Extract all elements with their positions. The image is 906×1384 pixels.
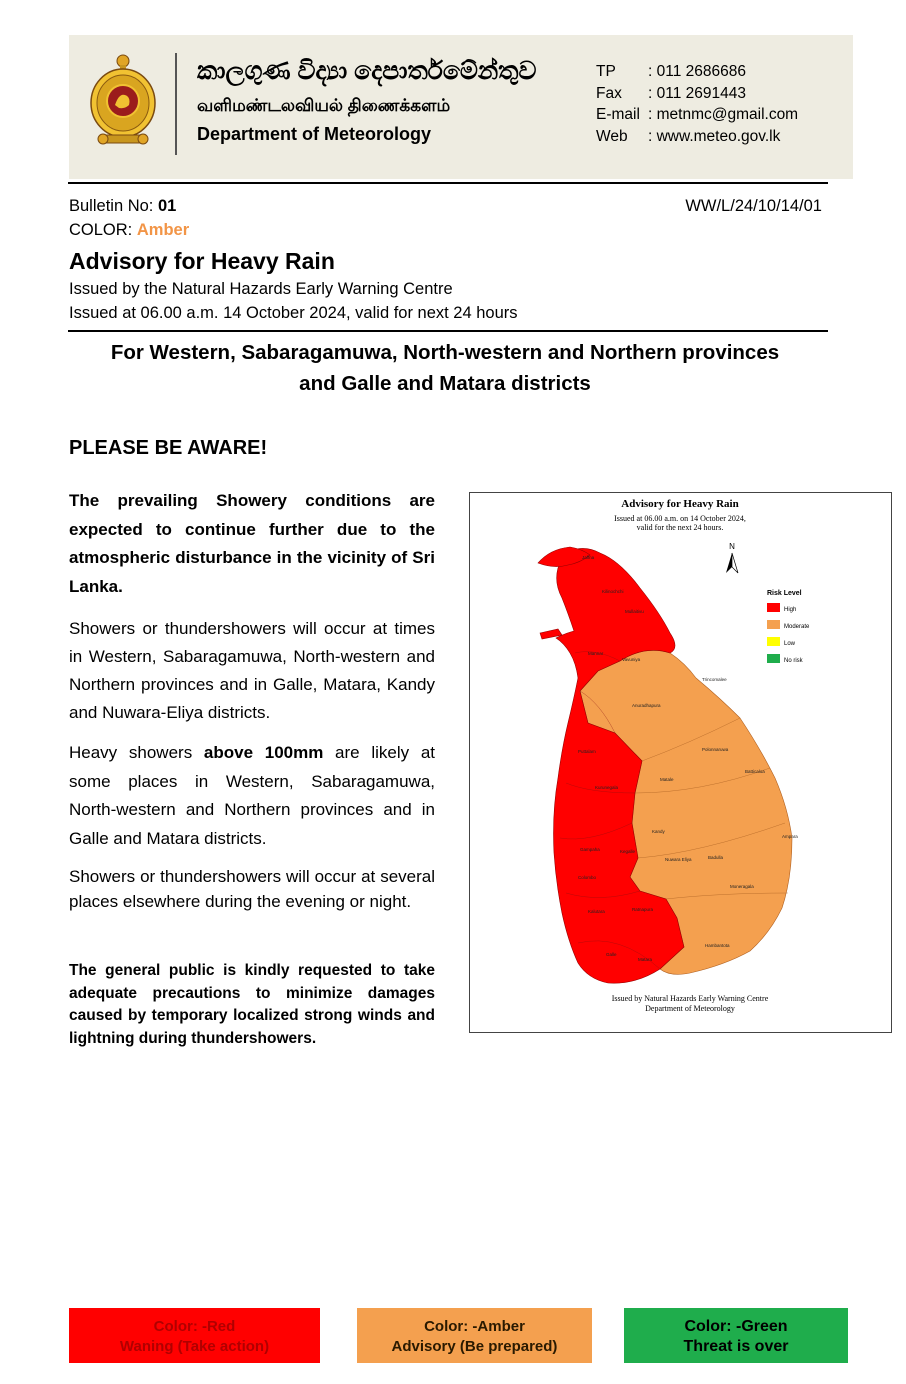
paragraph-conditions: The prevailing Showery conditions are expected to continue further due to the atmospheric disturbance in the vicinity of Sri Lanka. xyxy=(69,491,435,596)
org-name-english: Department of Meteorology xyxy=(197,124,432,144)
contact-label: Web xyxy=(596,127,628,145)
legend-swatch xyxy=(767,654,780,663)
map-title: Advisory for Heavy Rain xyxy=(621,498,739,510)
legend-swatch xyxy=(767,637,780,646)
paragraph-heavy-showers xyxy=(69,739,435,853)
district-label: Kurunegala xyxy=(595,785,619,790)
legend-label: Moderate xyxy=(784,624,810,630)
district-label: Hambantota xyxy=(705,943,730,948)
north-label: N xyxy=(729,542,735,551)
district-label: Batticaloa xyxy=(745,769,765,774)
divider-mid xyxy=(68,330,828,332)
contact-value: : 011 2691443 xyxy=(648,84,746,102)
issued-by: Issued by the Natural Hazards Early Warning Centre xyxy=(69,280,453,298)
affected-areas-heading xyxy=(69,337,821,399)
district-label: Kandy xyxy=(652,829,665,834)
color-key-amber xyxy=(357,1308,592,1363)
district-label: Trincomalee xyxy=(702,677,727,682)
district-label: Polonnaruwa xyxy=(702,747,729,752)
color-key-green-desc: Threat is over xyxy=(683,1338,789,1355)
heavy-showers-amount: above 100mm xyxy=(203,743,324,762)
district-label: Jaffna xyxy=(582,555,595,560)
paragraph-precautions: The general public is kindly requested to take adequate precautions to minimize damages caused by temporary localized strong winds and lightning during thundershowers. xyxy=(69,962,435,1047)
advisory-title: Advisory for Heavy Rain xyxy=(69,248,335,274)
contact-label: Fax xyxy=(596,84,622,102)
paragraph-showers: Showers or thundershowers will occur at times in Western, Sabaragamuwa, North-western and Northern provinces and in Galle, Matara, Kandy and Nuwara-Eliya districts. xyxy=(69,619,435,722)
bulletin-reference: WW/L/24/10/14/01 xyxy=(685,197,822,215)
district-label: Ampara xyxy=(782,834,798,839)
color-label: COLOR: xyxy=(69,221,137,239)
district-label: Colombo xyxy=(578,875,597,880)
color-key-red-title: Color: -Red xyxy=(153,1318,236,1335)
bulletin-number-label: Bulletin No: xyxy=(69,197,158,215)
district-label: Kegalle xyxy=(620,849,636,854)
contact-tp xyxy=(596,61,798,83)
legend-label: High xyxy=(784,607,797,613)
map-subtitle-2: valid for the next 24 hours. xyxy=(636,523,724,532)
north-arrow-icon xyxy=(726,542,738,573)
heavy-showers-text-b: are likely at some places in Western, Sabaragamuwa, North-western and Northern provinces and in Galle and Matara districts. xyxy=(69,743,435,848)
contact-value[interactable]: : www.meteo.gov.lk xyxy=(648,127,781,145)
bulletin-number xyxy=(69,197,176,216)
map-subtitle-1: Issued at 06.00 a.m. on 14 October 2024, xyxy=(614,514,746,523)
risk-map xyxy=(469,492,892,1033)
contact-block xyxy=(596,61,798,147)
bulletin-number-value: 01 xyxy=(157,197,177,215)
contact-value: : 011 2686686 xyxy=(648,63,746,80)
district-label: Vavuniya xyxy=(622,657,641,662)
district-label: Moneragala xyxy=(730,884,754,889)
heavy-showers-text-a: Heavy showers xyxy=(69,743,204,762)
legend-swatch xyxy=(767,620,780,629)
district-label: Kalutara xyxy=(588,909,605,914)
color-key-amber-desc: Advisory (Be prepared) xyxy=(391,1338,558,1355)
map-legend xyxy=(767,603,810,664)
legend-title: Risk Level xyxy=(767,590,802,597)
legend-swatch xyxy=(767,603,780,612)
district-label: Gampaha xyxy=(580,847,600,852)
header-divider xyxy=(175,53,177,155)
issued-at: Issued at 06.00 a.m. 14 October 2024, valid for next 24 hours xyxy=(69,304,518,322)
contact-label: TP xyxy=(596,63,616,80)
contact-fax xyxy=(596,83,798,105)
map-footer-1: Issued by Natural Hazards Early Warning Centre xyxy=(611,994,769,1003)
district-label: Anuradhapura xyxy=(632,703,661,708)
contact-label: E-mail xyxy=(596,106,640,123)
divider-top xyxy=(68,182,828,184)
paragraph-evening: Showers or thundershowers will occur at several places elsewhere during the evening or night. xyxy=(69,867,435,911)
affected-areas-line1: For Western, Sabaragamuwa, North-western and Northern provinces xyxy=(110,341,780,364)
district-label: Matara xyxy=(638,957,653,962)
district-label: Ratnapura xyxy=(632,907,654,912)
district-label: Kilinochchi xyxy=(602,589,624,594)
color-key-red xyxy=(69,1308,320,1363)
sri-lanka-emblem-icon xyxy=(89,53,157,151)
org-name-sinhala: කාලගුණ විද්‍යා දෙපාර්තමේන්තුව xyxy=(197,57,537,85)
contact-web xyxy=(596,126,798,148)
color-key-amber-title: Color: -Amber xyxy=(424,1318,525,1335)
affected-areas-line2: and Galle and Matara districts xyxy=(299,372,591,395)
district-label: Puttalam xyxy=(578,749,596,754)
aware-heading: PLEASE BE AWARE! xyxy=(69,437,268,459)
color-key-red-desc: Waning (Take action) xyxy=(119,1338,270,1355)
contact-value[interactable]: : metnmc@gmail.com xyxy=(648,106,799,123)
letterhead xyxy=(69,35,853,179)
district-label: Nuwara Eliya xyxy=(665,857,692,862)
district-label: Matale xyxy=(660,777,674,782)
map-footer-2: Department of Meteorology xyxy=(645,1004,735,1013)
risk-map-graphic xyxy=(470,493,891,1032)
org-name-tamil: வளிமண்டலவியல் திணைக்களம் xyxy=(197,96,451,115)
color-key-green-title: Color: -Green xyxy=(684,1318,788,1335)
bulletin-color xyxy=(69,221,189,240)
legend-label: No risk xyxy=(784,658,803,664)
color-key-green xyxy=(624,1308,848,1363)
district-label: Galle xyxy=(606,952,617,957)
district-label: Mullaitivu xyxy=(625,609,644,614)
district-label: Badulla xyxy=(708,855,724,860)
contact-email xyxy=(596,104,798,126)
legend-label: Low xyxy=(784,641,796,647)
district-label: Mannar xyxy=(588,651,604,656)
color-value: Amber xyxy=(136,221,190,239)
